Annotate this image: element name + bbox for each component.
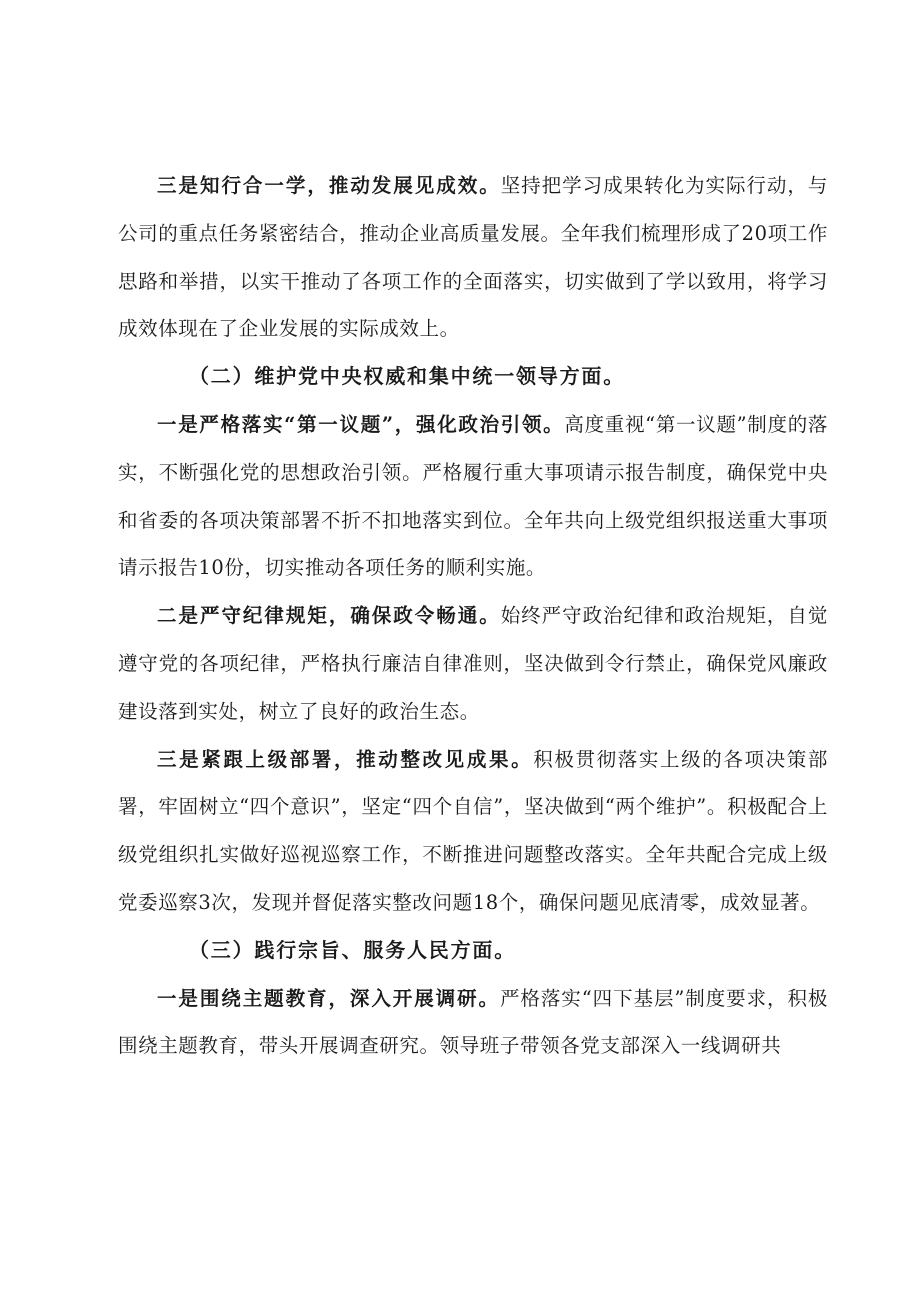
paragraph-text: 坚持把学习成果转化为实际行动，与公司的重点任务紧密结合，推动企业高质量发展。全年我们梳理形成了20项工作思路和举措，以实干推动了各项工作的全面落实，切实做到了学以致用，将学习成效体现在了企业发展的实际成效上。 [118, 174, 828, 341]
document-body [118, 162, 828, 1070]
paragraph-research [118, 975, 828, 1071]
paragraph-lead: 三是知行合一学，推动发展见成效。 [157, 174, 501, 197]
paragraph-practice [118, 162, 828, 353]
section-heading-2: （二）维护党中央权威和集中统一领导方面。 [189, 364, 625, 389]
paragraph-text: 积极贯彻落实上级的各项决策部署，牢固树立“四个意识”，坚定“四个自信”，坚决做到“两个维护”。积极配合上级党组织扎实做好巡视巡察工作，不断推进问题整改落实。全年共配合完成上级党委巡察3次，发现并督促落实整改问题18个，确保问题见底清零，成效显著。 [118, 747, 829, 914]
paragraph-text: 高度重视“第一议题”制度的落实，不断强化党的思想政治引领。严格履行重大事项请示报告制度，确保党中央和省委的各项决策部署不折不扣地落实到位。全年共向上级党组织报送重大事项请示报告10份，切实推动各项任务的顺利实施。 [118, 412, 828, 580]
paragraph-first-topic [118, 401, 828, 592]
paragraph-text: 始终严守政治纪律和政治规矩，自觉遵守党的各项纪律，严格执行廉洁自律准则，坚决做到令行禁止，确保党风廉政建设落到实处，树立了良好的政治生态。 [118, 604, 828, 723]
paragraph-lead: 二是严守纪律规矩，确保政令畅通。 [157, 604, 501, 628]
paragraph-lead: 一是围绕主题教育，深入开展调研。 [157, 986, 500, 1010]
paragraph-lead: 三是紧跟上级部署，推动整改见成果。 [157, 747, 534, 771]
section-heading-3: （三）践行宗旨、服务人民方面。 [189, 937, 516, 962]
paragraph-rectification [118, 736, 828, 927]
paragraph-text: 严格落实“四下基层”制度要求，积极围绕主题教育，带头开展调查研究。领导班子带领各党支部深入一线调研共 [118, 986, 828, 1058]
paragraph-discipline [118, 592, 828, 735]
paragraph-lead: 一是严格落实“第一议题”，强化政治引领。 [157, 412, 565, 436]
